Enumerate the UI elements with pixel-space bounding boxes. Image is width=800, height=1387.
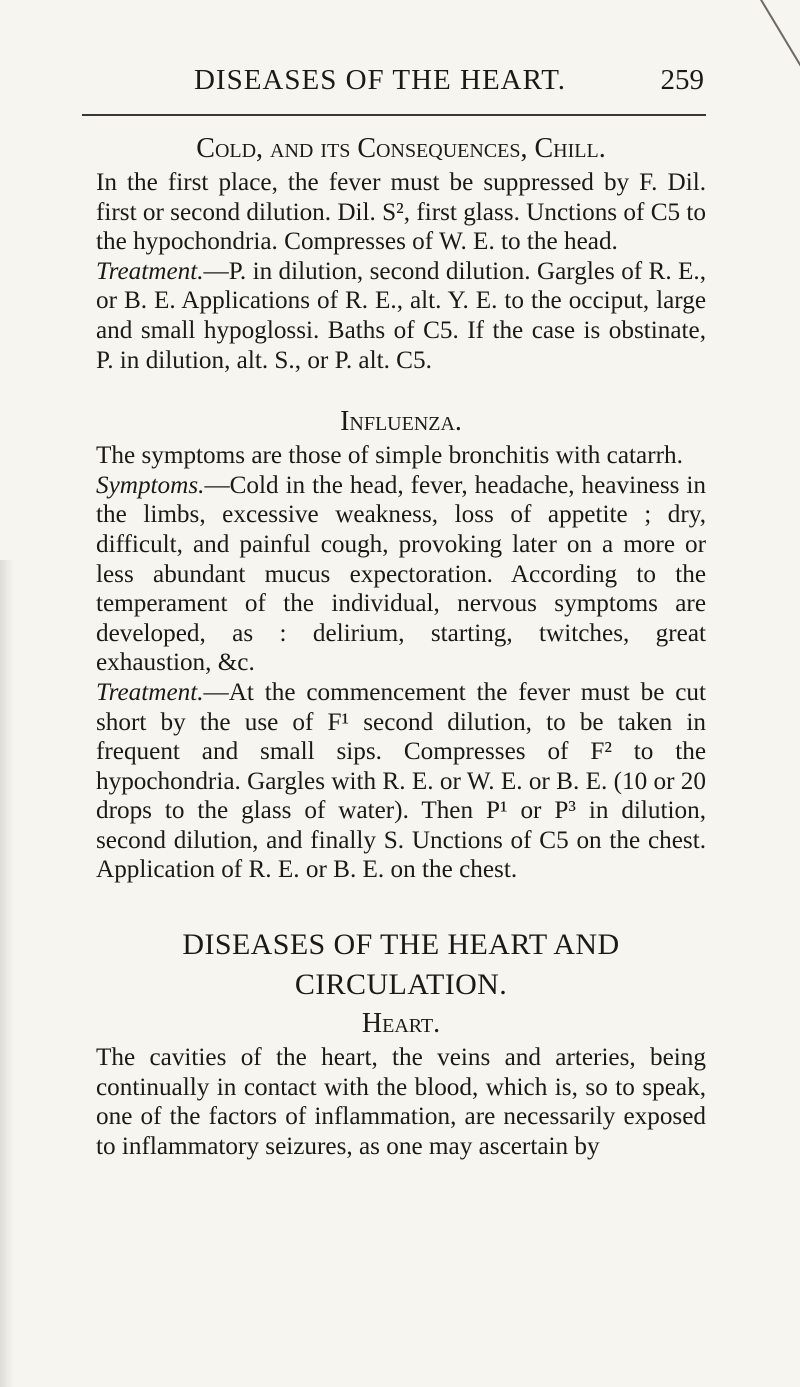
chapter-heading: DISEASES OF THE HEART AND CIRCULATION. [182, 928, 620, 1002]
paragraph [96, 471, 706, 678]
section-heading-influenza: Influenza. [340, 406, 462, 438]
paragraph [96, 678, 706, 885]
paragraph-label: Symptoms. [96, 471, 205, 499]
page-number: 259 [660, 64, 704, 96]
paragraph-text: —At the commencement the fever must be cut short by the use of F¹ second dilution, to be taken in frequent and small sips. Compresses of F² to the hypochondria. Gargles with R. E. or W. E. or B. E. (10 or 20 drops to the glass of water). Then P¹ or P³ in dilution, second dilution, and finally S. Unctions of C5 on the chest. Application of R. E. or B. E. on the chest. [96, 678, 706, 884]
paragraph: The symptoms are those of simple bronchitis with catarrh. [96, 442, 683, 470]
paragraph-text: —P. in dilution, second dilution. Gargles of R. E., or B. E. Applications of R. E., alt. Y. E. to the occiput, large and small hypoglossi. Baths of C5. If the case is obstinate, P. in dilution, alt. S., or P. alt. C5. [96, 257, 706, 374]
paragraph-text: —Cold in the head, fever, headache, heaviness in the limbs, excessive weakness, loss of appetite ; dry, difficult, and painful cough, provoking later on a more or less abundant mucus expectoration. According to the temperament of the individual, nervous symptoms are developed, as : delirium, starting, twitches, great exhaustion, &c. [96, 471, 706, 677]
running-head [0, 64, 800, 104]
paragraph-label: Treatment. [96, 257, 204, 285]
section-heading-heart: Heart. [361, 1008, 441, 1040]
running-title: DISEASES OF THE HEART. [193, 64, 567, 96]
header-rule [82, 114, 706, 116]
paragraph: In the first place, the fever must be suppressed by F. Dil. first or second dilution. Dil. S², first glass. Unctions of C5 to the hypochondria. Compresses of W. E. to the head. [96, 169, 706, 256]
binding-shadow [0, 560, 14, 1387]
paragraph: The cavities of the heart, the veins and arteries, being continually in contact with the blood, which is, so to speak, one of the factors of inflammation, are necessarily exposed to inflammatory seizures, as one may ascertain by [96, 1044, 706, 1160]
section-heading-cold: Cold, and its Consequences, Chill. [196, 133, 606, 164]
body-text [96, 130, 706, 1161]
paragraph [96, 257, 706, 375]
paragraph-label: Treatment. [96, 678, 204, 706]
